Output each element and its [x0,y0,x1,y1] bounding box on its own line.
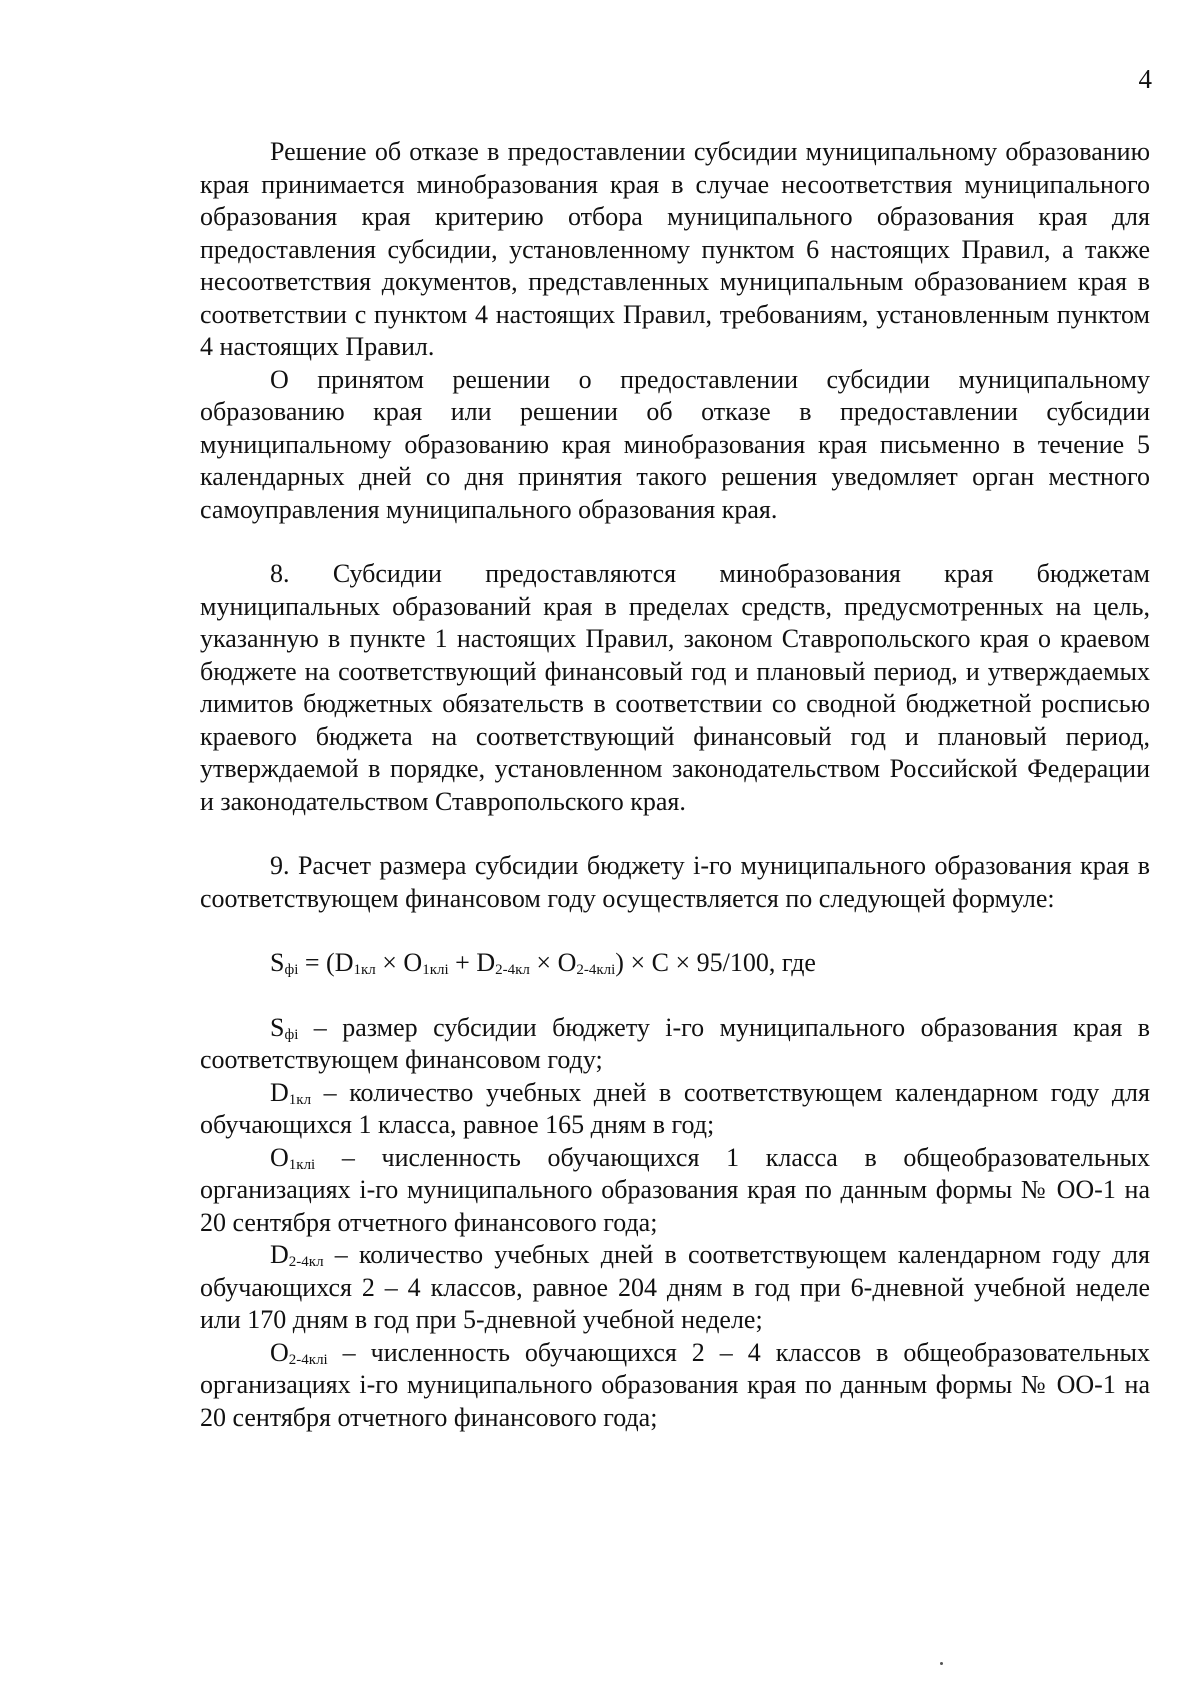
definition-symbol: S [270,1012,285,1042]
formula-times-2: × [529,948,558,977]
definition-text: – размер субсидии бюджету i-го муниципального образования края в соответствующем финансовом году; [200,1012,1150,1074]
paragraph-item-8: 8. Субсидии предоставляются минобразования края бюджетам муниципальных образований края в пределах средств, предусмотренных на цель, указанную в пункте 1 настоящих Правил, законом Ставропольского края о краевом бюджете на соответствующий финансовый год и плановый период, и утверждаемых лимитов бюджетных обязательств в соответствии со сводной бюджетной росписью краевого бюджета на соответствующий финансовый год и плановый период, утверждаемой в порядке, установленном законодательством Российской Федерации и законодательством Ставропольского края. [200,559,1150,816]
formula-o1: O [403,948,423,977]
definition-text: – численность обучающихся 1 класса в общеобразовательных организациях i-го муниципального образования края по данным формы № ОО-1 на 20 сентября отчетного финансового года; [200,1142,1150,1237]
definition-d-1kl [200,1077,1150,1142]
formula-s-sub: фi [284,962,299,978]
formula-tail: ) × C × 95/100, где [615,948,816,977]
definition-symbol: D [270,1077,289,1107]
definition-subscript: 1клi [288,1156,316,1173]
formula-eq-open: = ( [298,948,335,977]
formula-d2: D [476,948,496,977]
formula-o2-sub: 2-4клi [576,962,616,978]
formula-d2-sub: 2-4кл [495,962,530,978]
formula-definitions [200,1012,1150,1435]
scan-speck [940,1662,943,1665]
definition-text: – численность обучающихся 2 – 4 классов в общеобразовательных организациях i-го муниципального образования края по данным формы № ОО-1 на 20 сентября отчетного финансового года; [200,1337,1150,1432]
paragraph-item-9: 9. Расчет размера субсидии бюджету i-го муниципального образования края в соответствующем финансовом году осуществляется по следующей формуле: [200,851,1150,913]
document-body [200,136,1150,1434]
definition-s-fi [200,1012,1150,1077]
definition-subscript: 2-4клi [288,1351,328,1368]
definition-text: – количество учебных дней в соответствующем календарном году для обучающихся 2 – 4 классов, равное 204 дням в год при 6-дневной учебной неделе или 170 дням в год при 5-дневной учебной неделе; [200,1240,1150,1334]
definition-subscript: фi [284,1026,299,1043]
definition-o-2-4kli [200,1337,1150,1435]
definition-symbol: O [270,1337,289,1367]
paragraph-notification: О принятом решении о предоставлении субсидии муниципальному образованию края или решении об отказе в предоставлении субсидии муниципальному образованию края минобразования края письменно в течение 5 календарных дней со дня принятия такого решения уведомляет орган местного самоуправления муниципального образования края. [200,364,1150,524]
paragraph-refusal-decision: Решение об отказе в предоставлении субсидии муниципальному образованию края принимается минобразования края в случае несоответствия муниципального образования края критерию отбора муниципального образования края для предоставления субсидии, установленному пунктом 6 настоящих Правил, а также несоответствия документов, представленных муниципальным образованием края в соответствии с пунктом 4 настоящих Правил, требованиям, установленным пунктом 4 настоящих Правил. [200,137,1150,361]
formula-plus: + [448,948,477,977]
definition-d-2-4kl [200,1239,1150,1337]
definition-subscript: 1кл [288,1091,312,1108]
formula-d1-sub: 1кл [353,962,376,978]
definition-o-1kli [200,1142,1150,1240]
definition-text: – количество учебных дней в соответствующем календарном году для обучающихся 1 класса, равное 165 дням в год; [200,1077,1150,1139]
definition-symbol: D [270,1240,289,1269]
formula-o1-sub: 1клi [422,962,449,978]
subsidy-formula [200,947,1150,980]
page-number: 4 [1138,64,1152,94]
formula-d1: D [334,948,354,977]
formula-times-1: × [375,948,404,977]
definition-symbol: O [270,1142,289,1172]
formula-o2: O [557,948,577,977]
definition-subscript: 2-4кл [288,1254,324,1270]
formula-s: S [270,948,285,977]
